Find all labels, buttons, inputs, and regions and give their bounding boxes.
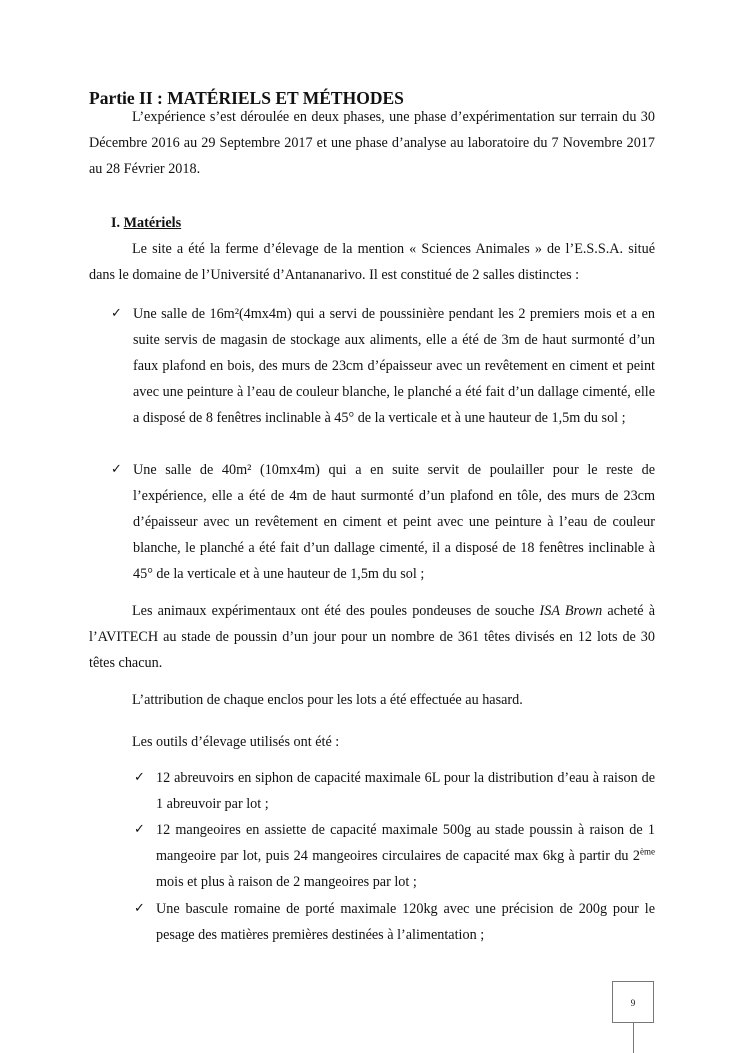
page-number-line [633,1023,634,1053]
list-item [134,896,655,948]
list-item-text: Une bascule romaine de porté maximale 120kg avec une précision de 200g pour le pesage des matières premières destinées à l’alimentation ; [156,901,655,943]
tools-intro: Les outils d’élevage utilisés ont été : [132,734,340,750]
check-icon: ✓ [134,770,145,785]
list-item-text: Une salle de 16m²(4mx4m) qui a servi de poussinière pendant les 2 premiers mois et a en suite servis de magasin de stockage aux aliments, elle a été de 3m de haut surmonté d’un faux plafond en bois, des murs de 23cm d’épaisseur avec un revêtement en ciment et peint avec une peinture à l’eau de couleur blanche, le planché a été fait d’un dallage cimenté, elle a disposé de 8 fenêtres inclinable à 45° de la verticale et à une hauteur de 1,5m du sol ; [133,306,655,426]
animals-text-after: acheté à l’AVITECH au stade de poussin d’un jour pour un nombre de 361 têtes divisés en 12 lots de 30 têtes chacun. [89,603,655,671]
animals-text-before: Les animaux expérimentaux ont été des poules pondeuses de souche [132,603,540,619]
list-item-text: 12 abreuvoirs en siphon de capacité maximale 6L pour la distribution d’eau à raison de 1 abreuvoir par lot ; [156,770,655,812]
list-item-text: Une salle de 40m² (10mx4m) qui a en suite servit de poulailler pour le reste de l’expérience, elle a été de 4m de haut surmonté d’un plafond en tôle, des murs de 23cm d’épaisseur avec un revêtement en ciment et peint avec une peinture à l’eau de couleur blanche, le planché a été fait d’un dallage cimenté, il a disposé de 18 fenêtres inclinable à 45° de la verticale et à une hauteur de 1,5m du sol ; [133,462,655,582]
part-heading: Partie II : MATÉRIELS ET MÉTHODES [89,88,404,108]
list-item [111,457,655,587]
section-heading [111,215,181,232]
list-item-text-end: mois et plus à raison de 2 mangeoires par lot ; [156,874,417,890]
animals-paragraph [89,598,655,676]
list-item-text: 12 mangeoires en assiette de capacité maximale 500g au stade poussin à raison de 1 mangeoire par lot, puis 24 mangeoires circulaires de capacité max 6kg à partir du 2 [156,822,655,864]
check-icon: ✓ [134,901,145,916]
list-item [134,817,655,895]
list-item [134,765,655,817]
check-icon: ✓ [111,306,122,321]
check-icon: ✓ [111,462,122,477]
site-paragraph: Le site a été la ferme d’élevage de la mention « Sciences Animales » de l’E.S.S.A. situé dans le domaine de l’Université d’Antananarivo. Il est constitué de 2 salles distinctes : [89,241,655,283]
check-icon: ✓ [134,822,145,837]
section-number: I. [111,215,121,231]
attribution-paragraph: L’attribution de chaque enclos pour les lots a été effectuée au hasard. [132,692,523,708]
section-title: Matériels [123,215,182,231]
page-number: 9 [612,981,654,1023]
list-item [111,301,655,431]
intro-paragraph: L’expérience s’est déroulée en deux phases, une phase d’expérimentation sur terrain du 30 Décembre 2016 au 29 Septembre 2017 et une phase d’analyse au laboratoire du 7 Novembre 2017 au 28 Février 2018. [89,109,655,177]
superscript: ème [640,846,655,857]
strain-name: ISA Brown [539,603,603,619]
